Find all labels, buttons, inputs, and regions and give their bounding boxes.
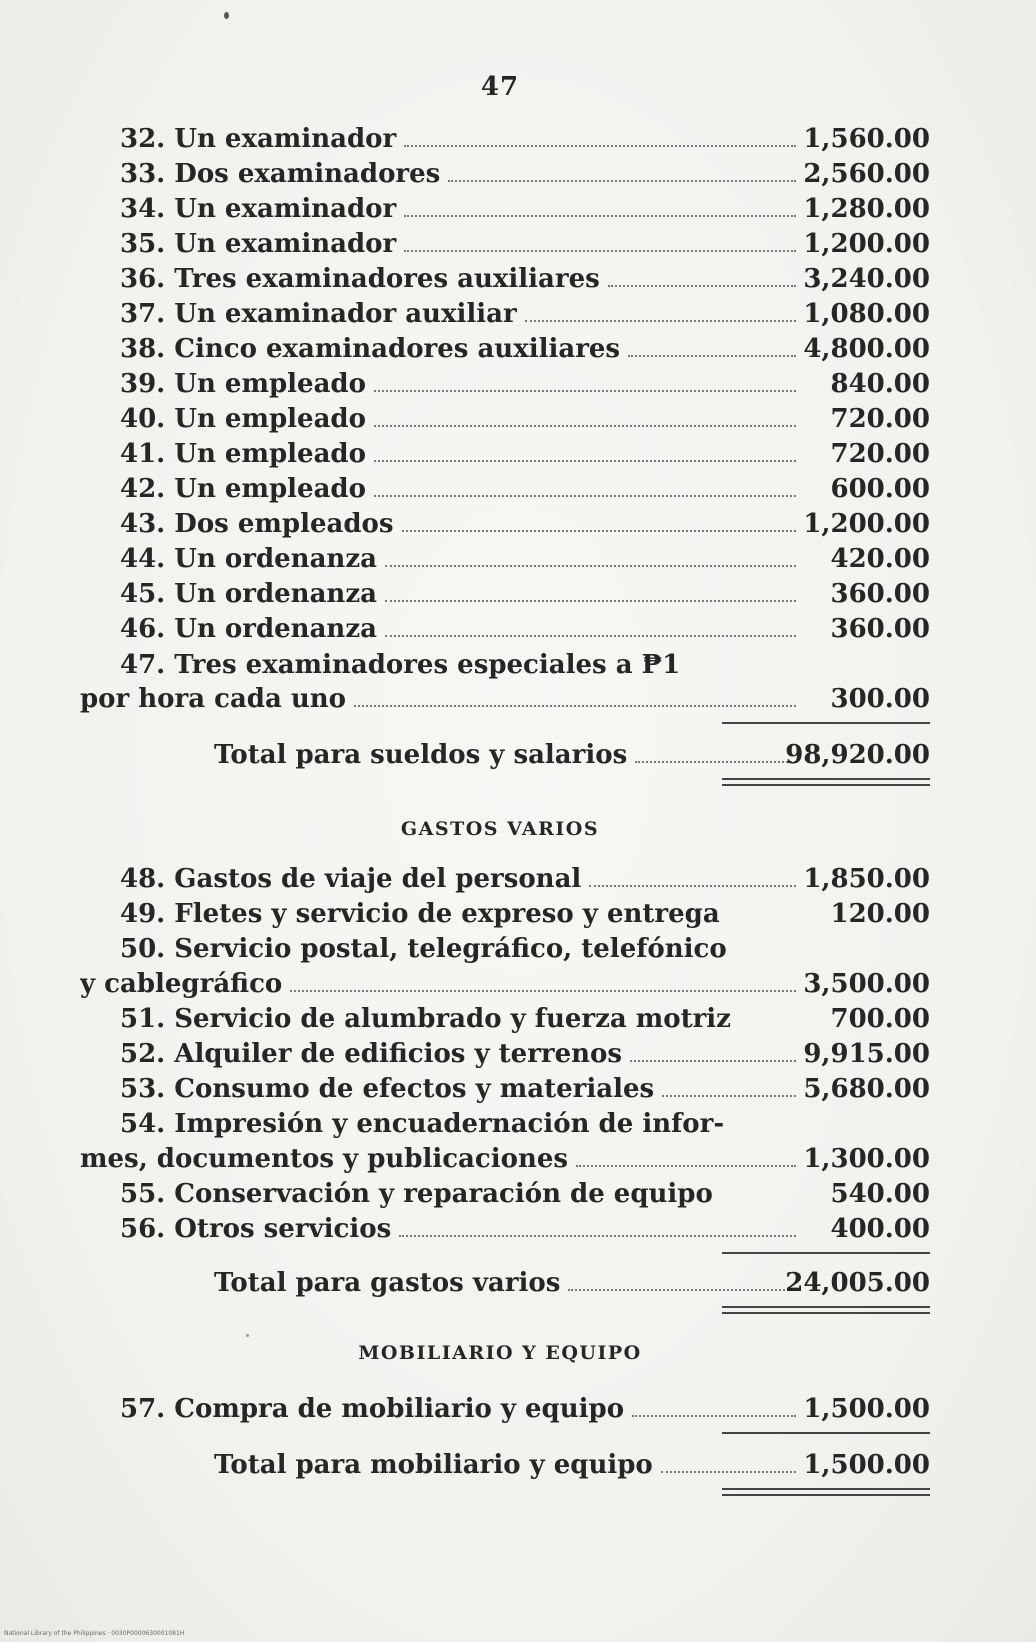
line-item-53 bbox=[80, 1072, 930, 1106]
total-double-rule bbox=[722, 778, 930, 786]
line-item-amount: 3,240.00 bbox=[803, 264, 930, 294]
line-item-35 bbox=[80, 227, 930, 261]
line-item-desc: 43. Dos empleados bbox=[120, 509, 394, 539]
line-item-desc: por hora cada uno bbox=[80, 684, 347, 714]
line-item-desc: 55. Conservación y reparación de equipo bbox=[120, 1179, 713, 1209]
line-item-desc: 54. Impresión y encuadernación de infor- bbox=[120, 1109, 725, 1139]
line-item-amount: 360.00 bbox=[830, 579, 930, 609]
section-heading-gastos: GASTOS VARIOS bbox=[400, 818, 600, 840]
line-item-amount: 1,500.00 bbox=[803, 1394, 930, 1424]
leader-dots bbox=[568, 1271, 796, 1291]
line-item-57 bbox=[80, 1392, 930, 1426]
line-item-36 bbox=[80, 262, 930, 296]
leader-dots bbox=[354, 687, 796, 707]
leader-dots bbox=[589, 867, 796, 887]
line-item-desc: 40. Un empleado bbox=[120, 404, 366, 434]
line-item-47-second-line bbox=[80, 682, 930, 716]
line-item-desc: 33. Dos examinadores bbox=[120, 159, 441, 189]
leader-dots bbox=[525, 302, 796, 322]
total-gastos-row bbox=[80, 1266, 930, 1300]
line-item-amount: 1,560.00 bbox=[803, 124, 930, 154]
line-item-desc: 42. Un empleado bbox=[120, 474, 366, 504]
leader-dots bbox=[374, 442, 796, 462]
total-amount: 98,920.00 bbox=[785, 740, 930, 770]
leader-dots bbox=[404, 232, 796, 252]
line-item-44 bbox=[80, 542, 930, 576]
line-item-38 bbox=[80, 332, 930, 366]
line-item-desc: 57. Compra de mobiliario y equipo bbox=[120, 1394, 625, 1424]
line-item-desc: 48. Gastos de viaje del personal bbox=[120, 864, 582, 894]
leader-dots bbox=[290, 972, 796, 992]
total-label: Total para sueldos y salarios bbox=[214, 740, 628, 770]
line-item-34 bbox=[80, 192, 930, 226]
line-item-amount: 1,080.00 bbox=[803, 299, 930, 329]
line-item-51 bbox=[80, 1002, 930, 1036]
line-item-desc: 44. Un ordenanza bbox=[120, 544, 377, 574]
line-item-amount: 600.00 bbox=[830, 474, 930, 504]
line-item-desc: 52. Alquiler de edificios y terrenos bbox=[120, 1039, 623, 1069]
line-item-amount: 540.00 bbox=[830, 1179, 930, 1209]
line-item-desc: 41. Un empleado bbox=[120, 439, 366, 469]
line-item-42 bbox=[80, 472, 930, 506]
line-item-amount: 720.00 bbox=[830, 404, 930, 434]
subtotal-rule bbox=[722, 722, 930, 724]
line-item-amount: 420.00 bbox=[830, 544, 930, 574]
leader-dots bbox=[402, 512, 796, 532]
line-item-54-second-line bbox=[80, 1142, 930, 1176]
line-item-50-first-line bbox=[80, 932, 930, 966]
line-item-49 bbox=[80, 897, 930, 931]
line-item-desc: 49. Fletes y servicio de expreso y entrega bbox=[120, 899, 720, 929]
total-mobiliario-row bbox=[80, 1448, 930, 1482]
line-item-amount: 1,300.00 bbox=[803, 1144, 930, 1174]
line-item-desc: 32. Un examinador bbox=[120, 124, 397, 154]
total-label: Total para gastos varios bbox=[214, 1268, 561, 1298]
line-item-amount: 1,850.00 bbox=[803, 864, 930, 894]
total-amount: 1,500.00 bbox=[803, 1450, 930, 1480]
line-item-amount: 300.00 bbox=[830, 684, 930, 714]
line-item-desc: y cablegráfico bbox=[80, 969, 283, 999]
line-item-52 bbox=[80, 1037, 930, 1071]
line-item-amount: 1,280.00 bbox=[803, 194, 930, 224]
line-item-48 bbox=[80, 862, 930, 896]
leader-dots bbox=[399, 1217, 796, 1237]
total-double-rule bbox=[722, 1306, 930, 1314]
line-item-desc: 36. Tres examinadores auxiliares bbox=[120, 264, 600, 294]
line-item-amount: 9,915.00 bbox=[803, 1039, 930, 1069]
total-sueldos-row bbox=[80, 738, 930, 772]
total-amount: 24,005.00 bbox=[785, 1268, 930, 1298]
line-item-amount: 3,500.00 bbox=[803, 969, 930, 999]
line-item-desc: 35. Un examinador bbox=[120, 229, 397, 259]
section-heading-mobiliario: MOBILIARIO Y EQUIPO bbox=[358, 1342, 642, 1364]
leader-dots bbox=[374, 407, 796, 427]
line-item-desc: 51. Servicio de alumbrado y fuerza motriz bbox=[120, 1004, 731, 1034]
line-item-41 bbox=[80, 437, 930, 471]
line-item-amount: 360.00 bbox=[830, 614, 930, 644]
line-item-desc: 38. Cinco examinadores auxiliares bbox=[120, 334, 621, 364]
leader-dots bbox=[608, 267, 796, 287]
leader-dots bbox=[385, 617, 796, 637]
leader-dots bbox=[374, 372, 796, 392]
line-item-desc: 37. Un examinador auxiliar bbox=[120, 299, 517, 329]
subtotal-rule bbox=[722, 1432, 930, 1434]
leader-dots bbox=[385, 547, 796, 567]
line-item-32 bbox=[80, 122, 930, 156]
leader-dots bbox=[404, 197, 796, 217]
page-number: 47 bbox=[480, 72, 520, 102]
line-item-33 bbox=[80, 157, 930, 191]
line-item-desc: mes, documentos y publicaciones bbox=[80, 1144, 569, 1174]
line-item-50-second-line bbox=[80, 967, 930, 1001]
line-item-40 bbox=[80, 402, 930, 436]
line-item-amount: 1,200.00 bbox=[803, 509, 930, 539]
line-item-55 bbox=[80, 1177, 930, 1211]
line-item-amount: 120.00 bbox=[830, 899, 930, 929]
line-item-amount: 700.00 bbox=[830, 1004, 930, 1034]
line-item-amount: 840.00 bbox=[830, 369, 930, 399]
ink-speck bbox=[246, 1334, 249, 1337]
line-item-desc: 53. Consumo de efectos y materiales bbox=[120, 1074, 655, 1104]
line-item-desc: 45. Un ordenanza bbox=[120, 579, 377, 609]
leader-dots bbox=[448, 162, 796, 182]
leader-dots bbox=[374, 477, 796, 497]
leader-dots bbox=[404, 127, 796, 147]
subtotal-rule bbox=[722, 1252, 930, 1254]
line-item-desc: 39. Un empleado bbox=[120, 369, 366, 399]
footer-credit: National Library of the Philippines · 0030P0000630001081H bbox=[4, 1630, 185, 1637]
line-item-desc: 47. Tres examinadores especiales a ₱1 bbox=[120, 650, 681, 680]
line-item-37 bbox=[80, 297, 930, 331]
line-item-46 bbox=[80, 612, 930, 646]
line-item-43 bbox=[80, 507, 930, 541]
line-item-amount: 5,680.00 bbox=[803, 1074, 930, 1104]
line-item-desc: 56. Otros servicios bbox=[120, 1214, 392, 1244]
line-item-56 bbox=[80, 1212, 930, 1246]
leader-dots bbox=[385, 582, 796, 602]
line-item-desc: 50. Servicio postal, telegráfico, telefónico bbox=[120, 934, 727, 964]
line-item-39 bbox=[80, 367, 930, 401]
line-item-47-first-line bbox=[80, 648, 930, 682]
line-item-desc: 34. Un examinador bbox=[120, 194, 397, 224]
line-item-amount: 4,800.00 bbox=[803, 334, 930, 364]
line-item-amount: 2,560.00 bbox=[803, 159, 930, 189]
line-item-amount: 1,200.00 bbox=[803, 229, 930, 259]
line-item-amount: 720.00 bbox=[830, 439, 930, 469]
line-item-amount: 400.00 bbox=[830, 1214, 930, 1244]
total-label: Total para mobiliario y equipo bbox=[214, 1450, 653, 1480]
line-item-desc: 46. Un ordenanza bbox=[120, 614, 377, 644]
line-item-45 bbox=[80, 577, 930, 611]
line-item-54-first-line bbox=[80, 1107, 930, 1141]
total-double-rule bbox=[722, 1488, 930, 1496]
ink-speck bbox=[224, 12, 229, 19]
leader-dots bbox=[576, 1147, 796, 1167]
